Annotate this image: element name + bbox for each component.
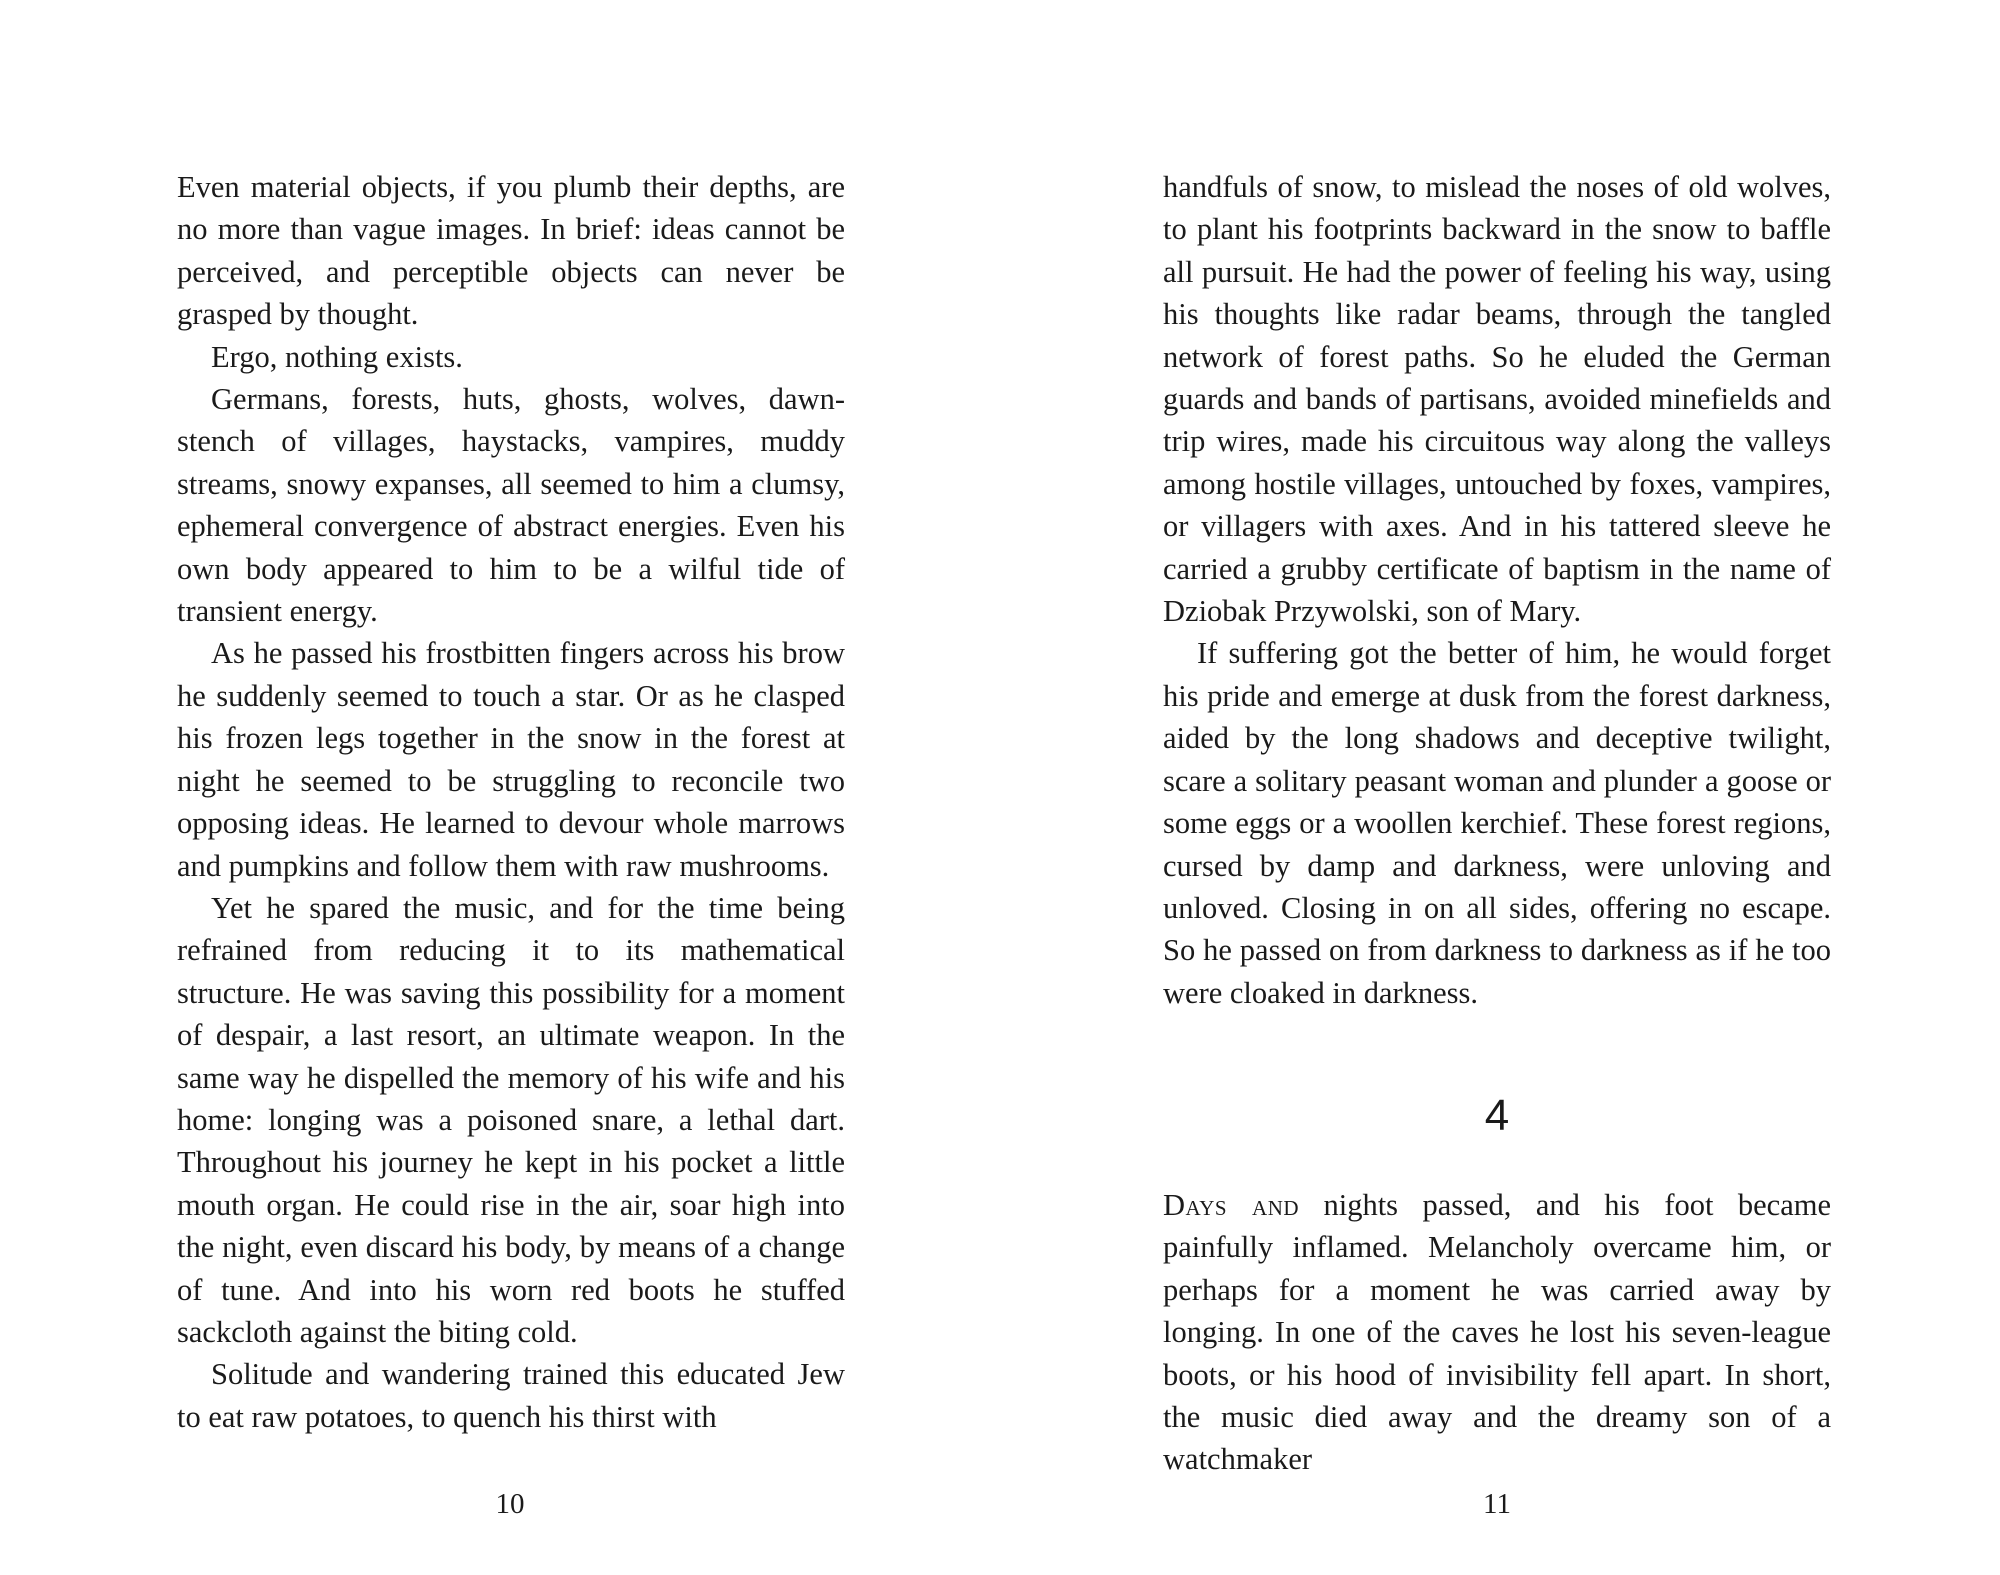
paragraph: If suffering got the better of him, he would forget his pride and emerge at dusk from the forest darkness, aided by the long shadows and deceptive twilight, scare a solitary peasant woman and plunder a goose or some eggs or a woollen kerchief. These forest regions, cursed by damp and darkness, were unloving and unloved. Closing in on all sides, offering no escape. So he passed on from darkness to darkness as if he too were cloaked in darkness. — [1163, 636, 1831, 1010]
paragraph: handfuls of snow, to mislead the noses of old wolves, to plant his footprints backward in the snow to baffle all pursuit. He had the power of feeling his way, using his thoughts like radar beams, through the tangled network of forest paths. So he eluded the German guards and bands of partisans, avoided minefields and trip wires, made his circuitous way along the valleys among hostile villages, untouched by foxes, vampires, or villagers with axes. And in his tattered sleeve he carried a grubby certificate of baptism in the name of Dziobak Przywolski, son of Mary. — [1163, 170, 1831, 629]
left-page-text — [177, 166, 845, 1438]
right-page — [1000, 0, 2000, 1575]
page-number: 11 — [1483, 1488, 1511, 1520]
chapter-opening-text: nights passed, and his foot became painfully inflamed. Melancholy overcame him, or perhaps for a moment he was carried away by longing. In one of the caves he lost his seven-league boots, or his hood of invisibility fell apart. In short, the music died away and the dreamy son of a watchmaker — [1163, 1188, 1832, 1477]
paragraph: Ergo, nothing exists. — [211, 339, 463, 374]
chapter-opening-smallcaps: Days and — [1163, 1188, 1300, 1222]
paragraph: As he passed his frostbitten fingers across his brow he suddenly seemed to touch a star. Or as he clasped his frozen legs together in the snow in the forest at night he seemed to be struggling to reconcile two opposing ideas. He learned to devour whole marrows and pumpkins and follow them with raw mushrooms. — [177, 636, 845, 883]
chapter-opening — [1163, 1184, 1831, 1481]
paragraph: Germans, forests, huts, ghosts, wolves, dawn-stench of villages, haystacks, vampires, muddy streams, snowy expanses, all seemed to him a clumsy, ephemeral convergence of abstract energies. Even his own body appeared to him to be a wilful tide of transient energy. — [177, 382, 845, 629]
right-page-text — [1163, 166, 1831, 1014]
paragraph: Even material objects, if you plumb their depths, are no more than vague images. In brief: ideas cannot be perceived, and perceptible objects can never be grasped by thought. — [177, 170, 845, 332]
chapter-number: 4 — [1484, 1091, 1510, 1140]
page-number: 10 — [495, 1488, 525, 1520]
paragraph: Yet he spared the music, and for the time being refrained from reducing it to its mathematical structure. He was saving this possibility for a moment of despair, a last resort, an ultimate weapon. In the same way he dispelled the memory of his wife and his home: longing was a poisoned snare, a lethal dart. Throughout his journey he kept in his pocket a little mouth organ. He could rise in the air, soar high into the night, even discard his body, by means of a change of tune. And into his worn red boots he stuffed sackcloth against the biting cold. — [177, 890, 845, 1349]
paragraph: Solitude and wandering trained this educated Jew to eat raw potatoes, to quench his thirst with — [177, 1357, 845, 1434]
chapter-opening-paragraph — [1163, 1184, 1831, 1481]
